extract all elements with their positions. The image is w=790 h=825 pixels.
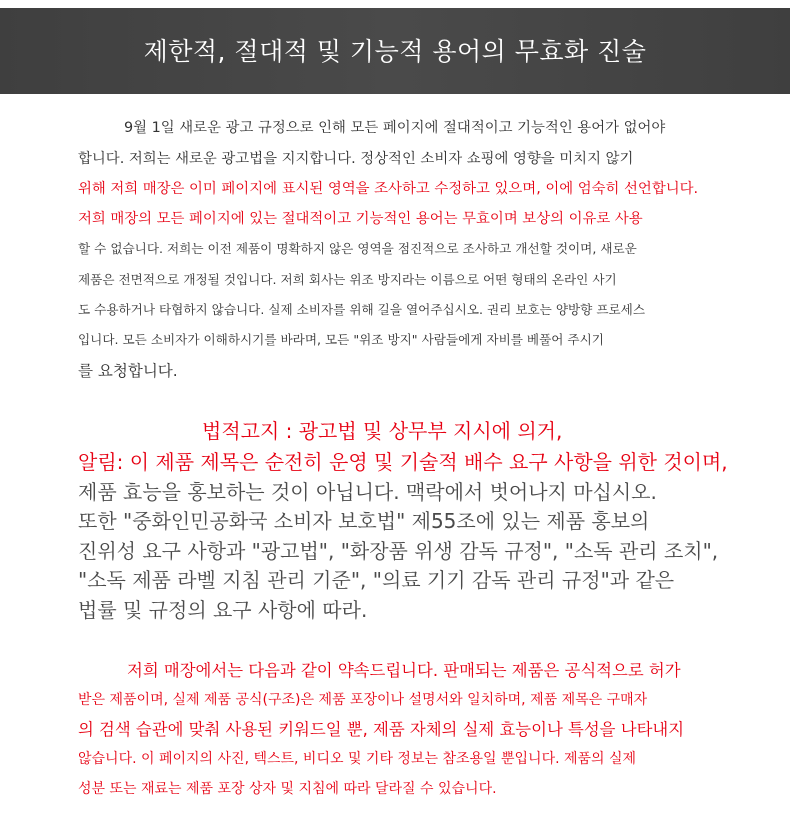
page-title: 제한적, 절대적 및 기능적 용어의 무효화 진술 — [143, 37, 647, 66]
promise-line: 성분 또는 재료는 제품 포장 상자 및 지침에 따라 달라질 수 있습니다. — [78, 781, 497, 797]
notice-line: 합니다. 저희는 새로운 광고법을 지지합니다. 정상적인 소비자 쇼핑에 영향을 미치지 않기 — [78, 151, 634, 167]
legal-line: 법률 및 규정의 요구 사항에 따라. — [78, 598, 368, 622]
promise-line: 저희 매장에서는 다음과 같이 약속드립니다. 판매되는 제품은 공식적으로 허가 — [127, 661, 681, 680]
notice-line: 도 수용하거나 타협하지 않습니다. 실제 소비자를 위해 길을 열어주십시오. 권리 보호는 양방향 프로세스 — [78, 302, 645, 317]
legal-line: 제품 효능을 홍보하는 것이 아닙니다. 맥락에서 벗어나지 마십시오. — [78, 480, 657, 504]
notice-line: 할 수 없습니다. 저희는 이전 제품이 명확하지 않은 영역을 점진적으로 조사하고 개선할 것이며, 새로운 — [78, 241, 637, 256]
legal-line: 또한 "중화인민공화국 소비자 보호법" 제55조에 있는 제품 홍보의 — [78, 509, 650, 533]
notice-line: 저희 매장의 모든 페이지에 있는 절대적이고 기능적인 용어는 무효이며 보상의 이유로 사용 — [78, 211, 643, 227]
legal-line: "소독 제품 라벨 지침 관리 기준", "의료 기기 감독 관리 규정"과 같은 — [78, 568, 675, 592]
promise-line: 받은 제품이며, 실제 제품 공식(구조)은 제품 포장이나 설명서와 일치하며, 제품 제목은 구매자 — [78, 692, 648, 708]
notice-line: 9월 1일 새로운 광고 규정으로 인해 모든 페이지에 절대적이고 기능적인 용어가 없어야 — [124, 120, 666, 136]
notice-line: 를 요청합니다. — [78, 362, 178, 380]
notice-line: 입니다. 모든 소비자가 이해하시기를 바라며, 모든 "위조 방지" 사람들에게 자비를 베풀어 주시기 — [78, 332, 604, 347]
promise-line: 의 검색 습관에 맞춰 사용된 키워드일 뿐, 제품 자체의 실제 효능이나 특성을 나타내지 — [78, 720, 685, 739]
notice-line: 위해 저희 매장은 이미 페이지에 표시된 영역을 조사하고 수정하고 있으며, 이에 엄숙히 선언합니다. — [78, 181, 699, 197]
notice-line: 제품은 전면적으로 개정될 것입니다. 저희 회사는 위조 방지라는 이름으로 어떤 형태의 온라인 사기 — [78, 272, 617, 287]
legal-heading: 법적고지 : 광고법 및 상무부 지시에 의거, — [202, 419, 563, 443]
title-banner — [0, 8, 790, 94]
legal-line: 알림: 이 제품 제목은 순전히 운영 및 기술적 배수 요구 사항을 위한 것이며, — [78, 450, 728, 474]
legal-line: 진위성 요구 사항과 "광고법", "화장품 위생 감독 규정", "소독 관리 조치", — [78, 539, 719, 563]
promise-line: 않습니다. 이 페이지의 사진, 텍스트, 비디오 및 기타 정보는 참조용일 뿐입니다. 제품의 실제 — [78, 751, 637, 767]
